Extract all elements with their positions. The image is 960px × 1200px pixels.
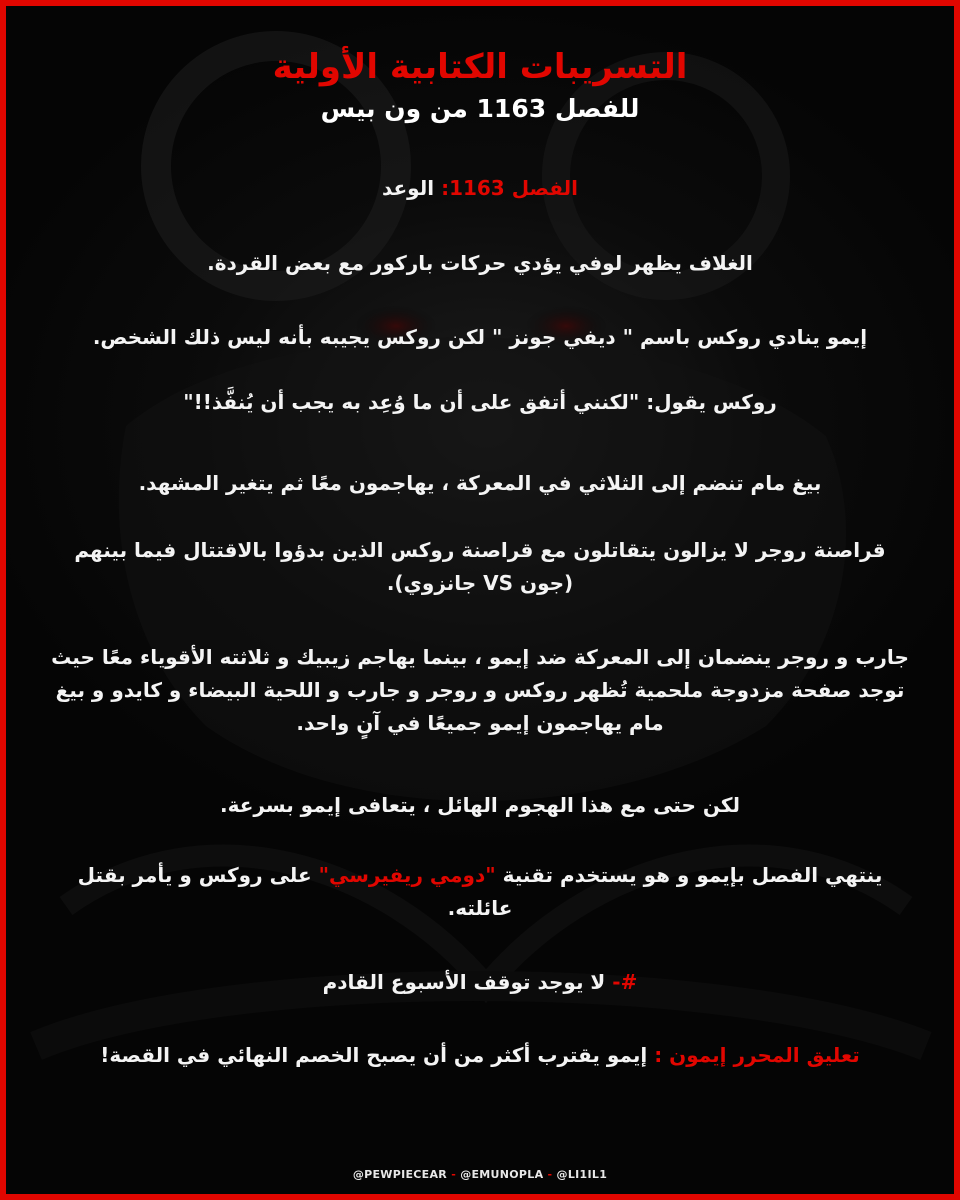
content-area	[46, 44, 914, 1067]
footer-separator: -	[447, 1168, 461, 1181]
chapter-heading	[46, 172, 914, 205]
hash-marker: #-	[612, 970, 638, 994]
paragraph-imu-calls-rocks: إيمو ينادي روكس باسم " ديفي جونز " لكن روكس يجيبه بأنه ليس ذلك الشخص.	[92, 325, 868, 349]
page-subtitle: للفصل 1163 من ون بيس	[320, 94, 640, 123]
footer-credits	[6, 1168, 954, 1181]
footer-separator: -	[543, 1168, 557, 1181]
paragraph-pirates-fight: قراصنة روجر لا يزالون يتقاتلون مع قراصنة روكس الذين بدؤوا بالاقتتال فيما بينهم (جون VS جانزوي).	[74, 538, 886, 595]
paragraph-chapter-end	[46, 859, 914, 925]
editor-comment-text: إيمو يقترب أكثر من أن يصبح الخصم النهائي في القصة!	[100, 1043, 648, 1067]
editor-comment-label: تعليق المحرر إيمون :	[654, 1043, 860, 1067]
handle-pewpiecear: @PEWPIECEAR	[352, 1168, 448, 1181]
paragraph-editor-comment	[46, 1039, 914, 1072]
paragraph-no-break	[46, 966, 914, 999]
p8-after: على روكس و يأمر بقتل عائلته.	[77, 863, 513, 920]
paragraph-cover: الغلاف يظهر لوفي يؤدي حركات باركور مع بعض القردة.	[207, 251, 753, 275]
handle-emunopla: @EMUNOPLA	[460, 1168, 544, 1181]
paragraph-rocks-quote: روكس يقول: "لكنني أتفق على أن ما وُعِد به يجب أن يُنفَّذ!!"	[183, 390, 777, 414]
chapter-name: الوعد	[381, 176, 435, 200]
paragraph-double-spread: جارب و روجر ينضمان إلى المعركة ضد إيمو ، بينما يهاجم زيبيك و ثلاثته الأقوياء معًا حيث توجد صفحة مزدوجة ملحمية تُظهر روكس و روجر و جارب و اللحية البيضاء و كايدو و بيغ مام يهاجمون إيمو جميعًا في آنٍ واحد.	[51, 645, 909, 735]
page-title: التسريبات الكتابية الأولية	[272, 47, 688, 87]
no-break-text: لا يوجد توقف الأسبوع القادم	[322, 970, 606, 994]
p8-before: ينتهي الفصل بإيمو و هو يستخدم تقنية	[502, 863, 883, 887]
paragraph-big-mom-joins: بيغ مام تنضم إلى الثلاثي في المعركة ، يهاجمون معًا ثم يتغير المشهد.	[138, 471, 822, 495]
handle-li1il1: @LI1IL1	[556, 1168, 608, 1181]
chapter-label: الفصل 1163:	[441, 176, 579, 200]
technique-name: "دومي ريفيرسي"	[318, 863, 496, 887]
paragraph-imu-recovers: لكن حتى مع هذا الهجوم الهائل ، يتعافى إيمو بسرعة.	[220, 793, 740, 817]
